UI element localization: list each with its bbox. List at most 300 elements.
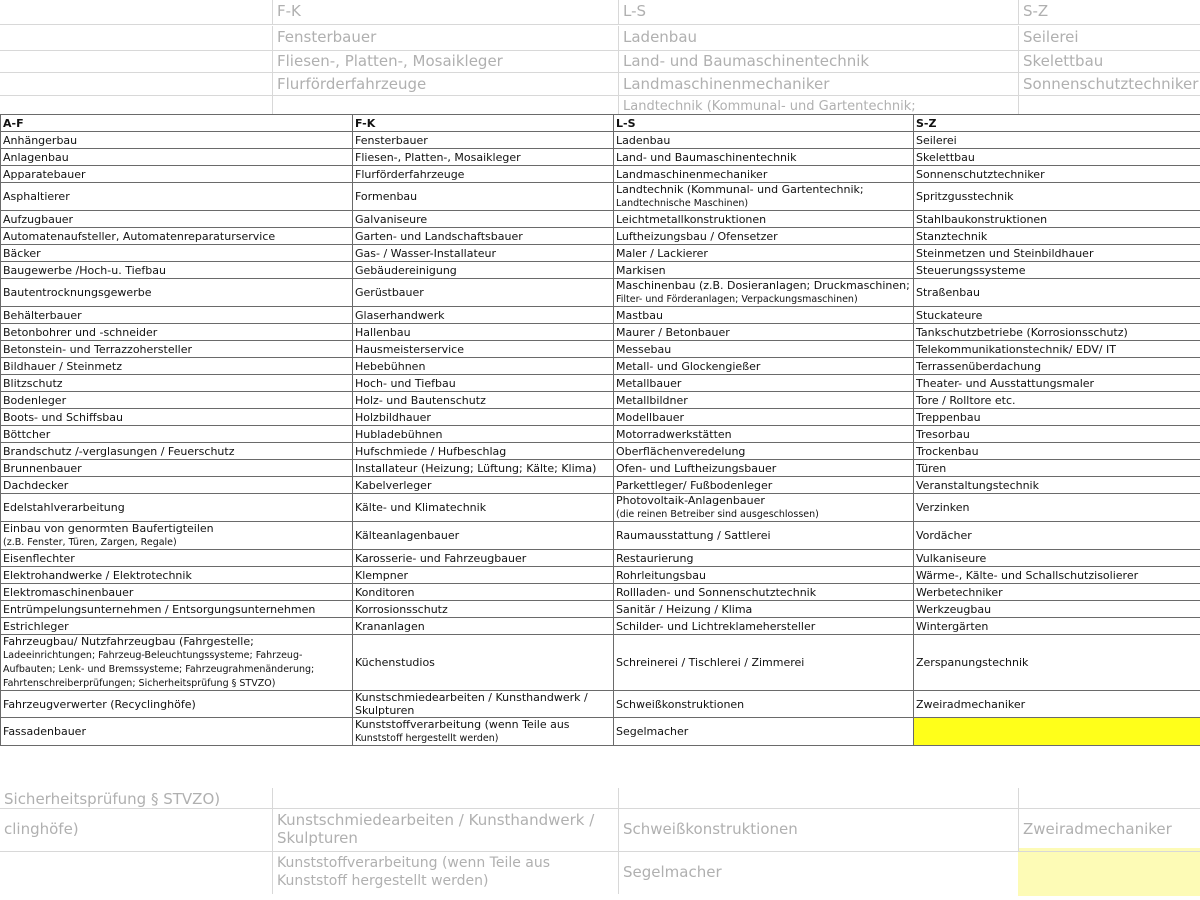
cell-subtext: Ladeeinrichtungen; Fahrzeug-Beleuchtungssysteme; Fahrzeug-Aufbauten; Lenk- und Bremssysteme; Fahrzeugrahmenänderung; Fahrtenschreiberprüfungen; Sicherheitsprüfung § STVZO) xyxy=(3,650,315,689)
cell-text: Galvaniseure xyxy=(355,212,428,226)
cell-l-s xyxy=(614,132,914,149)
cell-s-z xyxy=(914,601,1200,618)
table-row xyxy=(1,443,1200,460)
cell-l-s xyxy=(614,166,914,183)
cell-a-f xyxy=(1,409,353,426)
ghost-cell: Fensterbauer xyxy=(272,26,618,50)
cell-text: Kabelverleger xyxy=(355,478,432,492)
cell-text: Photovoltaik-Anlagenbauer xyxy=(616,494,765,507)
ghost-top-row xyxy=(0,50,1200,73)
table-row xyxy=(1,426,1200,443)
cell-f-k xyxy=(353,375,614,392)
cell-f-k xyxy=(353,601,614,618)
cell-text: Mastbau xyxy=(616,308,663,322)
table-row xyxy=(1,341,1200,358)
cell-text: Sanitär / Heizung / Klima xyxy=(616,602,753,616)
table-row xyxy=(1,183,1200,211)
cell-text: Edelstahlverarbeitung xyxy=(3,501,125,514)
cell-text: Schweißkonstruktionen xyxy=(616,697,745,711)
cell-l-s xyxy=(614,584,914,601)
cell-text: Schreinerei / Tischlerei / Zimmerei xyxy=(616,656,805,669)
cell-s-z xyxy=(914,307,1200,324)
cell-l-s xyxy=(614,211,914,228)
cell-text: Kälteanlagenbauer xyxy=(355,529,460,542)
ghost-cell: Kunstschmiedearbeiten / Kunsthandwerk / Skulpturen xyxy=(272,809,618,851)
cell-text: Installateur (Heizung; Lüftung; Kälte; Klima) xyxy=(355,461,597,475)
cell-text: Tore / Rolltore etc. xyxy=(916,393,1016,407)
cell-text: Steinmetzen und Steinbildhauer xyxy=(916,246,1094,260)
cell-text: Anlagenbau xyxy=(3,150,69,164)
cell-f-k xyxy=(353,228,614,245)
cell-text: Werkzeugbau xyxy=(916,602,992,616)
cell-l-s xyxy=(614,279,914,307)
cell-text: Steuerungssysteme xyxy=(916,263,1026,277)
cell-text: Schilder- und Lichtreklamehersteller xyxy=(616,619,816,633)
cell-text: Fliesen-, Platten-, Mosaikleger xyxy=(355,150,521,164)
cell-s-z xyxy=(914,635,1200,691)
cell-text: Fahrzeugverwerter (Recyclinghöfe) xyxy=(3,697,196,711)
cell-f-k xyxy=(353,409,614,426)
cell-text: Betonstein- und Terrazzohersteller xyxy=(3,342,193,356)
cell-a-f xyxy=(1,358,353,375)
ghost-cell: Ladenbau xyxy=(618,26,1018,50)
ghost-cell xyxy=(0,26,272,50)
cell-a-f xyxy=(1,477,353,494)
table-row xyxy=(1,262,1200,279)
ghost-cell: Sonnenschutztechniker xyxy=(1018,73,1200,95)
ghost-cell: Kunststoffverarbeitung (wenn Teile aus Kunststoff hergestellt werden) xyxy=(272,852,618,894)
cell-a-f xyxy=(1,635,353,691)
cell-text: Maschinenbau (z.B. Dosieranlagen; Druckmaschinen; xyxy=(616,279,910,292)
cell-s-z xyxy=(914,183,1200,211)
cell-s-z xyxy=(914,691,1200,718)
cell-subtext: Landtechnische Maschinen) xyxy=(616,198,749,209)
cell-text: Ladenbau xyxy=(616,133,671,147)
ghost-top-header-sz: S-Z xyxy=(1018,0,1200,24)
cell-a-f xyxy=(1,324,353,341)
cell-text: Bäcker xyxy=(3,246,41,260)
cell-subtext: (z.B. Fenster, Türen, Zargen, Regale) xyxy=(3,537,177,548)
cell-l-s xyxy=(614,460,914,477)
cell-a-f xyxy=(1,166,353,183)
cell-text: Markisen xyxy=(616,263,666,277)
cell-text: Veranstaltungstechnik xyxy=(916,478,1039,492)
cell-text: Rohrleitungsbau xyxy=(616,568,706,582)
cell-text: Parkettleger/ Fußbodenleger xyxy=(616,478,773,492)
cell-a-f xyxy=(1,601,353,618)
ghost-table-top xyxy=(0,0,1200,114)
table-body xyxy=(1,132,1200,746)
cell-text: Baugewerbe /Hoch-u. Tiefbau xyxy=(3,263,166,277)
cell-text: Böttcher xyxy=(3,427,51,441)
cell-text: Karosserie- und Fahrzeugbauer xyxy=(355,551,527,565)
cell-l-s xyxy=(614,426,914,443)
cell-text: Kälte- und Klimatechnik xyxy=(355,501,487,514)
cell-text: Zweiradmechaniker xyxy=(916,697,1026,711)
ghost-cell: Seilerei xyxy=(1018,26,1200,50)
cell-s-z xyxy=(914,358,1200,375)
cell-text: Hufschmiede / Hufbeschlag xyxy=(355,444,507,458)
cell-s-z xyxy=(914,550,1200,567)
cell-text: Vulkaniseure xyxy=(916,551,987,565)
ghost-top-header-row xyxy=(0,0,1200,25)
table-row xyxy=(1,460,1200,477)
table-row xyxy=(1,358,1200,375)
cell-text: Telekommunikationstechnik/ EDV/ IT xyxy=(916,342,1116,356)
table-row xyxy=(1,211,1200,228)
cell-a-f xyxy=(1,307,353,324)
cell-l-s xyxy=(614,522,914,550)
cell-subtext: Kunststoff hergestellt werden) xyxy=(355,733,499,744)
cell-a-f xyxy=(1,494,353,522)
cell-text: Anhängerbau xyxy=(3,133,78,147)
cell-f-k xyxy=(353,183,614,211)
cell-text: Hoch- und Tiefbau xyxy=(355,376,456,390)
cell-text: Wärme-, Kälte- und Schallschutzisolierer xyxy=(916,568,1139,582)
ghost-bottom-row xyxy=(0,809,1200,852)
cell-text: Metall- und Glockengießer xyxy=(616,359,761,373)
cell-text: Dachdecker xyxy=(3,478,69,492)
cell-text: Entrümpelungsunternehmen / Entsorgungsunternehmen xyxy=(3,602,316,616)
cell-text: Seilerei xyxy=(916,133,957,147)
cell-s-z xyxy=(914,279,1200,307)
cell-text: Sonnenschutztechniker xyxy=(916,167,1045,181)
table-row xyxy=(1,307,1200,324)
cell-text: Theater- und Ausstattungsmaler xyxy=(916,376,1095,390)
cell-l-s xyxy=(614,228,914,245)
ghost-cell: Schweißkonstruktionen xyxy=(618,809,1018,851)
ghost-cell: Sicherheitsprüfung § STVZO) xyxy=(4,790,221,808)
cell-text: Tresorbau xyxy=(916,427,970,441)
table-row xyxy=(1,584,1200,601)
cell-text: Rollladen- und Sonnenschutztechnik xyxy=(616,585,817,599)
cell-a-f xyxy=(1,443,353,460)
cell-a-f xyxy=(1,279,353,307)
cell-text: Metallbauer xyxy=(616,376,682,390)
cell-f-k xyxy=(353,279,614,307)
ghost-cell: Fliesen-, Platten-, Mosaikleger xyxy=(272,50,618,72)
ghost-cell xyxy=(272,788,618,808)
cell-a-f xyxy=(1,375,353,392)
cell-f-k xyxy=(353,584,614,601)
cell-l-s xyxy=(614,409,914,426)
cell-text: Gerüstbauer xyxy=(355,286,424,299)
cell-f-k xyxy=(353,166,614,183)
ghost-cell xyxy=(1018,852,1200,894)
cell-l-s xyxy=(614,245,914,262)
ghost-cell xyxy=(0,852,272,894)
table-row xyxy=(1,550,1200,567)
cell-text: Messebau xyxy=(616,342,672,356)
cell-s-z xyxy=(914,166,1200,183)
cell-text: Gebäudereinigung xyxy=(355,263,457,277)
cell-text: Werbetechniker xyxy=(916,585,1003,599)
cell-l-s xyxy=(614,341,914,358)
table-row xyxy=(1,228,1200,245)
cell-text: Treppenbau xyxy=(916,410,981,424)
cell-text: Trockenbau xyxy=(916,444,979,458)
cell-text: Formenbau xyxy=(355,190,418,203)
cell-s-z xyxy=(914,262,1200,279)
table-row xyxy=(1,324,1200,341)
cell-s-z xyxy=(914,375,1200,392)
ghost-top-header-a xyxy=(0,0,272,24)
cell-text: Holzbildhauer xyxy=(355,410,431,424)
cell-a-f xyxy=(1,341,353,358)
cell-text: Maurer / Betonbauer xyxy=(616,325,730,339)
cell-s-z xyxy=(914,460,1200,477)
cell-s-z xyxy=(914,132,1200,149)
cell-f-k xyxy=(353,341,614,358)
cell-text: Fassadenbauer xyxy=(3,725,86,738)
ghost-top-row xyxy=(0,73,1200,96)
cell-l-s xyxy=(614,358,914,375)
table-row xyxy=(1,522,1200,550)
cell-l-s xyxy=(614,183,914,211)
cell-s-z xyxy=(914,149,1200,166)
cell-text: Glaserhandwerk xyxy=(355,308,445,322)
column-header-l-s: L-S xyxy=(614,115,914,132)
cell-f-k xyxy=(353,426,614,443)
cell-s-z xyxy=(914,718,1200,746)
cell-a-f xyxy=(1,426,353,443)
cell-l-s xyxy=(614,550,914,567)
cell-text: Raumausstattung / Sattlerei xyxy=(616,529,771,542)
cell-subtext: (die reinen Betreiber sind ausgeschlossen) xyxy=(616,509,819,520)
cell-l-s xyxy=(614,324,914,341)
cell-text: Stanztechnik xyxy=(916,229,988,243)
cell-s-z xyxy=(914,245,1200,262)
cell-text: Hebebühnen xyxy=(355,359,426,373)
cell-f-k xyxy=(353,477,614,494)
table-row xyxy=(1,718,1200,746)
table-row xyxy=(1,618,1200,635)
cell-f-k xyxy=(353,392,614,409)
cell-text: Landmaschinenmechaniker xyxy=(616,167,768,181)
cell-l-s xyxy=(614,635,914,691)
ghost-cell xyxy=(1018,96,1200,114)
cell-l-s xyxy=(614,375,914,392)
cell-f-k xyxy=(353,618,614,635)
cell-text: Straßenbau xyxy=(916,286,980,299)
cell-text: Estrichleger xyxy=(3,619,69,633)
ghost-cell: Segelmacher xyxy=(618,852,1018,894)
ghost-cell xyxy=(0,50,272,72)
cell-l-s xyxy=(614,443,914,460)
trades-table xyxy=(0,114,1200,746)
cell-f-k xyxy=(353,358,614,375)
table-row xyxy=(1,691,1200,718)
cell-subtext: Filter- und Förderanlagen; Verpackungsmaschinen) xyxy=(616,294,858,305)
cell-l-s xyxy=(614,567,914,584)
cell-text: Küchenstudios xyxy=(355,656,435,669)
cell-a-f xyxy=(1,584,353,601)
ghost-bottom-row xyxy=(0,788,1200,809)
cell-text: Konditoren xyxy=(355,585,415,599)
cell-l-s xyxy=(614,691,914,718)
cell-text: Motorradwerkstätten xyxy=(616,427,732,441)
table-row xyxy=(1,132,1200,149)
ghost-cell xyxy=(0,73,272,95)
cell-s-z xyxy=(914,341,1200,358)
cell-a-f xyxy=(1,567,353,584)
table-row xyxy=(1,567,1200,584)
cell-a-f xyxy=(1,228,353,245)
cell-text: Bautentrocknungsgewerbe xyxy=(3,286,152,299)
cell-text: Wintergärten xyxy=(916,619,989,633)
cell-text: Bildhauer / Steinmetz xyxy=(3,359,122,373)
cell-s-z xyxy=(914,584,1200,601)
cell-text: Luftheizungsbau / Ofensetzer xyxy=(616,229,778,243)
cell-text: Einbau von genormten Baufertigteilen xyxy=(3,522,214,535)
ghost-cell xyxy=(1018,788,1200,808)
cell-l-s xyxy=(614,392,914,409)
cell-text: Hubladebühnen xyxy=(355,427,443,441)
cell-a-f xyxy=(1,211,353,228)
cell-text: Oberflächenveredelung xyxy=(616,444,746,458)
table-row xyxy=(1,601,1200,618)
cell-l-s xyxy=(614,494,914,522)
ghost-cell: Skelettbau xyxy=(1018,50,1200,72)
cell-f-k xyxy=(353,550,614,567)
cell-text: Kunststoffverarbeitung (wenn Teile aus xyxy=(355,718,570,731)
column-header-f-k: F-K xyxy=(353,115,614,132)
cell-text: Türen xyxy=(916,461,947,475)
cell-f-k xyxy=(353,635,614,691)
cell-text: Metallbildner xyxy=(616,393,688,407)
cell-f-k xyxy=(353,245,614,262)
cell-text: Fensterbauer xyxy=(355,133,428,147)
cell-s-z xyxy=(914,392,1200,409)
cell-f-k xyxy=(353,522,614,550)
cell-s-z xyxy=(914,426,1200,443)
ghost-cell xyxy=(618,788,1018,808)
cell-text: Terrassenüberdachung xyxy=(916,359,1042,373)
cell-text: Behälterbauer xyxy=(3,308,82,322)
column-header-a-f: A-F xyxy=(1,115,353,132)
ghost-cell: Landtechnik (Kommunal- und Gartentechnik; xyxy=(618,96,1018,114)
ghost-cell: Flurförderfahrzeuge xyxy=(272,73,618,95)
ghost-cell xyxy=(0,96,272,114)
cell-f-k xyxy=(353,262,614,279)
cell-text: Tankschutzbetriebe (Korrosionsschutz) xyxy=(916,325,1128,339)
ghost-cell xyxy=(272,96,618,114)
cell-a-f xyxy=(1,550,353,567)
cell-s-z xyxy=(914,211,1200,228)
cell-l-s xyxy=(614,718,914,746)
cell-text: Kunstschmiedearbeiten / Kunsthandwerk / xyxy=(355,691,588,704)
cell-text: Skelettbau xyxy=(916,150,975,164)
table-row xyxy=(1,635,1200,691)
cell-f-k xyxy=(353,494,614,522)
cell-l-s xyxy=(614,477,914,494)
cell-text: Modellbauer xyxy=(616,410,685,424)
cell-a-f xyxy=(1,718,353,746)
cell-f-k xyxy=(353,149,614,166)
cell-text: Ofen- und Luftheizungsbauer xyxy=(616,461,777,475)
table-header-row xyxy=(1,115,1200,132)
cell-a-f xyxy=(1,460,353,477)
cell-a-f xyxy=(1,392,353,409)
cell-subtext: Skulpturen xyxy=(355,704,415,717)
ghost-top-header-fk: F-K xyxy=(272,0,618,24)
cell-text: Fahrzeugbau/ Nutzfahrzeugbau (Fahrgestelle; xyxy=(3,635,254,648)
cell-text: Leichtmetallkonstruktionen xyxy=(616,212,767,226)
cell-text: Zerspanungstechnik xyxy=(916,656,1029,669)
cell-s-z xyxy=(914,522,1200,550)
cell-text: Maler / Lackierer xyxy=(616,246,708,260)
cell-a-f xyxy=(1,522,353,550)
cell-s-z xyxy=(914,228,1200,245)
table-row xyxy=(1,477,1200,494)
cell-f-k xyxy=(353,211,614,228)
cell-f-k xyxy=(353,307,614,324)
cell-f-k xyxy=(353,460,614,477)
table-row xyxy=(1,375,1200,392)
table-row xyxy=(1,149,1200,166)
ghost-top-row xyxy=(0,96,1200,114)
cell-text: Segelmacher xyxy=(616,725,689,738)
cell-text: Apparatebauer xyxy=(3,167,86,181)
cell-text: Gas- / Wasser-Installateur xyxy=(355,246,497,260)
cell-f-k xyxy=(353,691,614,718)
cell-f-k xyxy=(353,132,614,149)
cell-text: Blitzschutz xyxy=(3,376,63,390)
cell-text: Holz- und Bautenschutz xyxy=(355,393,486,407)
cell-text: Spritzgusstechnik xyxy=(916,190,1014,203)
cell-f-k xyxy=(353,718,614,746)
table-row xyxy=(1,409,1200,426)
cell-text: Eisenflechter xyxy=(3,551,75,565)
ghost-table-bottom xyxy=(0,788,1200,900)
cell-text: Hausmeisterservice xyxy=(355,342,464,356)
cell-text: Stahlbaukonstruktionen xyxy=(916,212,1048,226)
cell-text: Restaurierung xyxy=(616,551,694,565)
cell-text: Elektromaschinenbauer xyxy=(3,585,134,599)
cell-a-f xyxy=(1,149,353,166)
cell-a-f xyxy=(1,618,353,635)
table-row xyxy=(1,494,1200,522)
ghost-cell: Zweiradmechaniker xyxy=(1018,809,1200,851)
cell-text: Korrosionsschutz xyxy=(355,602,448,616)
cell-l-s xyxy=(614,262,914,279)
cell-s-z xyxy=(914,324,1200,341)
cell-s-z xyxy=(914,494,1200,522)
cell-text: Bodenleger xyxy=(3,393,67,407)
table-row xyxy=(1,166,1200,183)
cell-text: Landtechnik (Kommunal- und Gartentechnik; xyxy=(616,183,864,196)
cell-text: Asphaltierer xyxy=(3,190,70,203)
cell-l-s xyxy=(614,149,914,166)
cell-text: Stuckateure xyxy=(916,308,983,322)
cell-s-z xyxy=(914,443,1200,460)
cell-text: Hallenbau xyxy=(355,325,411,339)
cell-a-f xyxy=(1,691,353,718)
cell-s-z xyxy=(914,618,1200,635)
cell-a-f xyxy=(1,245,353,262)
table-row xyxy=(1,245,1200,262)
column-header-s-z: S-Z xyxy=(914,115,1200,132)
cell-a-f xyxy=(1,183,353,211)
ghost-top-header-ls: L-S xyxy=(618,0,1018,24)
table-row xyxy=(1,392,1200,409)
cell-text: Verzinken xyxy=(916,501,970,514)
cell-f-k xyxy=(353,443,614,460)
table-row xyxy=(1,279,1200,307)
cell-text: Flurförderfahrzeuge xyxy=(355,167,465,181)
cell-f-k xyxy=(353,567,614,584)
cell-text: Garten- und Landschaftsbauer xyxy=(355,229,523,243)
